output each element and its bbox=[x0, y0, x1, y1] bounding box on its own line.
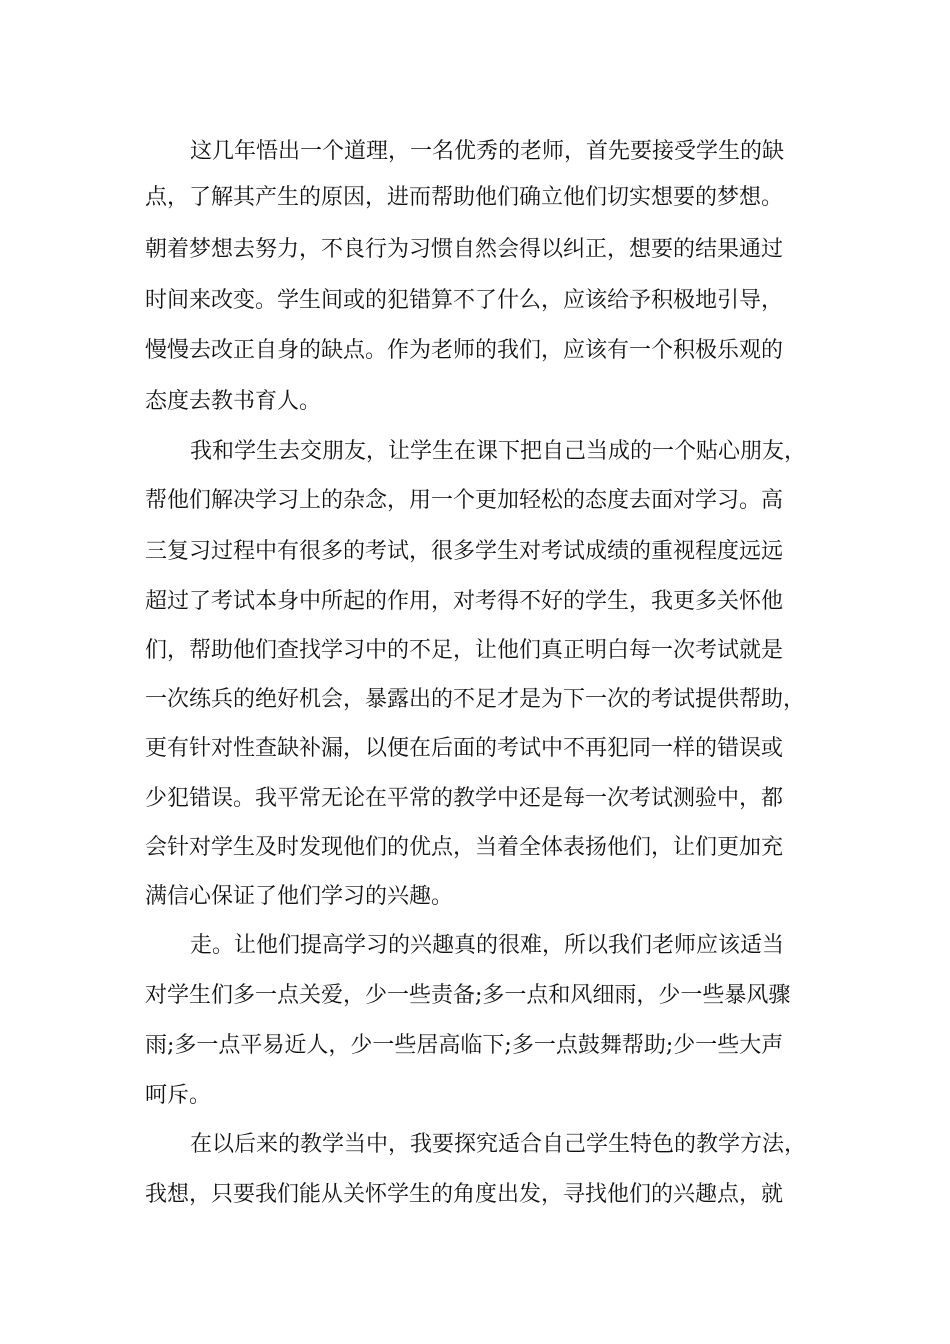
paragraph-2-line-1: 我和学生去交朋友，让学生在课下把自己当成的一个贴心朋友， bbox=[190, 439, 807, 464]
paragraph-3-line-3: 雨;多一点平易近人，少一些居高临下;多一点鼓舞帮助;少一些大声 bbox=[145, 1033, 784, 1058]
paragraph-4-line-1: 在以后来的教学当中，我要探究适合自己学生特色的教学方法， bbox=[190, 1132, 807, 1157]
paragraph-2-line-6: 一次练兵的绝好机会，暴露出的不足才是为下一次的考试提供帮助， bbox=[145, 687, 806, 712]
paragraph-3-line-4: 呵斥。 bbox=[145, 1083, 212, 1108]
paragraph-2-line-3: 三复习过程中有很多的考试，很多学生对考试成绩的重视程度远远 bbox=[145, 539, 784, 564]
paragraph-1-line-2: 点，了解其产生的原因，进而帮助他们确立他们切实想要的梦想。 bbox=[145, 185, 784, 210]
paragraph-3-line-1: 走。让他们提高学习的兴趣真的很难，所以我们老师应该适当 bbox=[190, 933, 785, 958]
paragraph-1-line-5: 慢慢去改正自身的缺点。作为老师的我们，应该有一个积极乐观的 bbox=[145, 338, 784, 363]
paragraph-1-line-3: 朝着梦想去努力，不良行为习惯自然会得以纠正，想要的结果通过 bbox=[145, 237, 784, 262]
paragraph-2-line-7: 更有针对性查缺补漏，以便在后面的考试中不再犯同一样的错误或 bbox=[145, 736, 784, 761]
paragraph-2-line-5: 们，帮助他们查找学习中的不足，让他们真正明白每一次考试就是 bbox=[145, 638, 784, 663]
paragraph-2-line-9: 会针对学生及时发现他们的优点，当着全体表扬他们，让们更加充 bbox=[145, 835, 784, 860]
paragraph-1-line-6: 态度去教书育人。 bbox=[145, 389, 322, 414]
paragraph-2-line-4: 超过了考试本身中所起的作用，对考得不好的学生，我更多关怀他 bbox=[145, 589, 784, 614]
paragraph-2-line-10: 满信心保证了他们学习的兴趣。 bbox=[145, 884, 454, 909]
paragraph-4-line-2: 我想，只要我们能从关怀学生的角度出发，寻找他们的兴趣点，就 bbox=[145, 1182, 784, 1207]
paragraph-2-line-8: 少犯错误。我平常无论在平常的教学中还是每一次考试测验中，都 bbox=[145, 786, 784, 811]
paragraph-3-line-2: 对学生们多一点关爱，少一些责备;多一点和风细雨，少一些暴风骤 bbox=[145, 983, 791, 1008]
paragraph-1-line-4: 时间来改变。学生间或的犯错算不了什么，应该给予积极地引导， bbox=[145, 288, 784, 313]
paragraph-1-line-1: 这几年悟出一个道理，一名优秀的老师，首先要接受学生的缺 bbox=[190, 139, 785, 164]
paragraph-2-line-2: 帮他们解决学习上的杂念，用一个更加轻松的态度去面对学习。高 bbox=[145, 488, 784, 513]
